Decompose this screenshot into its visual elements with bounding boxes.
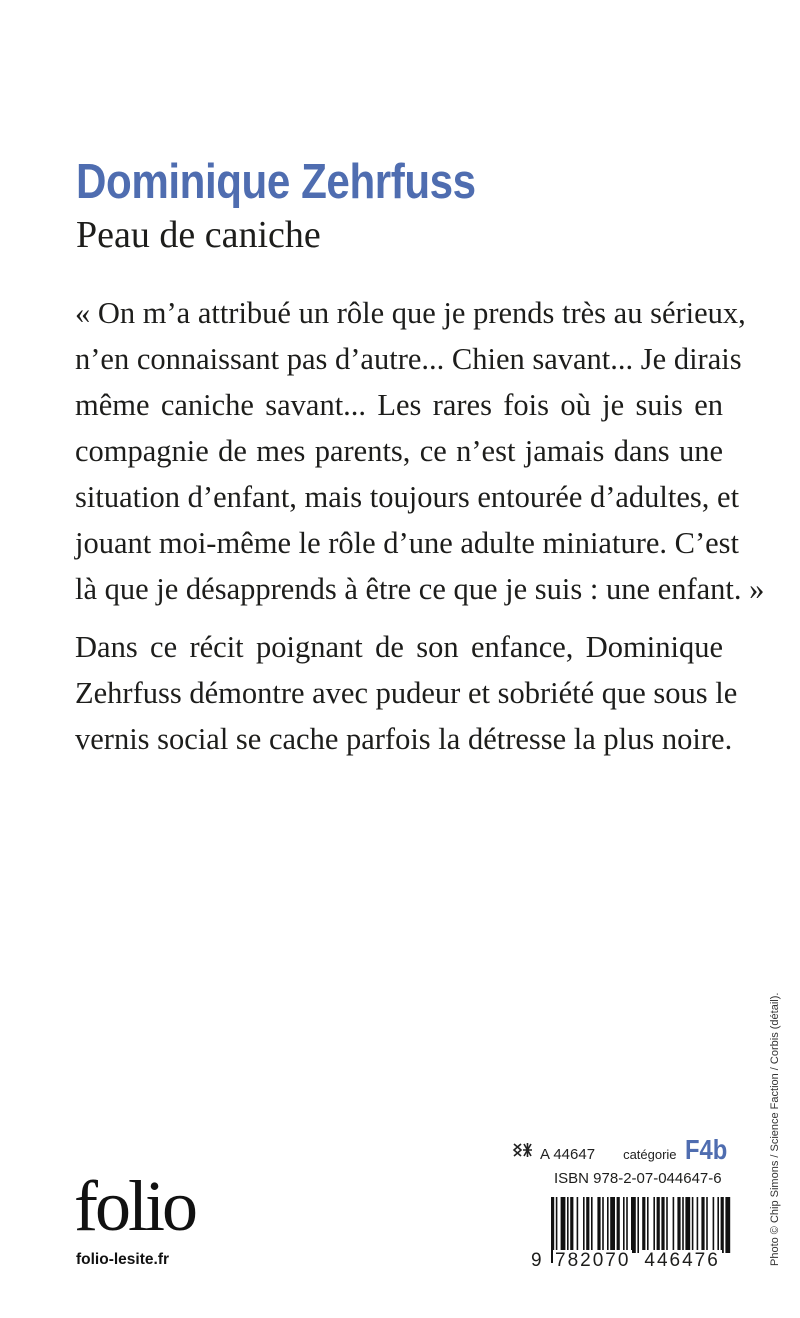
barcode-bar <box>661 1197 664 1253</box>
barcode-bar <box>602 1197 604 1253</box>
barcode-bar <box>617 1197 620 1253</box>
quote-line: « On m’a attribué un rôle que je prends très au sérieux, <box>75 296 746 330</box>
barcode-lead-digit: 9 <box>531 1250 542 1271</box>
barcode-bar <box>657 1197 660 1253</box>
barcode-bar <box>591 1197 593 1253</box>
barcode-bar <box>642 1197 645 1253</box>
publisher-logo: folio <box>74 1166 195 1246</box>
publisher-website: folio-lesite.fr <box>76 1251 170 1268</box>
blurb-line: Zehrfuss démontre avec pudeur et sobriété que sous le <box>75 676 738 710</box>
barcode <box>531 1197 731 1277</box>
publisher-seal-icon <box>512 1141 534 1159</box>
barcode-bar <box>685 1197 690 1253</box>
photo-credit: Photo © Chip Simons / Science Faction / Corbis (détail). <box>769 992 781 1266</box>
barcode-bar <box>583 1197 585 1253</box>
book-title: Peau de caniche <box>76 214 321 256</box>
quote-line: jouant moi-même le rôle d’une adulte miniature. C’est <box>75 526 740 560</box>
barcode-bar <box>586 1197 589 1253</box>
barcode-group-1: 782070 <box>555 1250 631 1271</box>
quote-line: compagnie de mes parents, ce n’est jamais dans une <box>75 434 723 468</box>
barcode-bar <box>626 1197 628 1253</box>
blurb-line: Dans ce récit poignant de son enfance, Dominique <box>75 630 723 664</box>
barcode-bar <box>567 1197 569 1253</box>
barcode-bar <box>725 1197 730 1253</box>
quote-line: même caniche savant... Les rares fois où je suis en <box>75 388 723 422</box>
barcode-bar <box>577 1197 579 1253</box>
barcode-bar <box>607 1197 609 1253</box>
barcode-bar <box>561 1197 566 1253</box>
barcode-bar <box>697 1197 699 1253</box>
barcode-bar <box>623 1197 625 1253</box>
serial-number: A 44647 <box>540 1146 596 1163</box>
barcode-bar <box>610 1197 615 1253</box>
barcode-bar <box>682 1197 684 1253</box>
quote-line: situation d’enfant, mais toujours entourée d’adultes, et <box>75 480 740 514</box>
barcode-bar <box>597 1197 600 1253</box>
category-code: F4b <box>684 1134 727 1165</box>
isbn: ISBN 978-2-07-044647-6 <box>554 1170 722 1187</box>
barcode-bar <box>717 1197 719 1253</box>
serial-row <box>512 1134 734 1166</box>
category-label: catégorie <box>623 1147 677 1162</box>
barcode-bar <box>570 1197 573 1253</box>
publication-info <box>512 1134 734 1166</box>
quote-line: n’en connaissant pas d’autre... Chien savant... Je dirais <box>75 342 742 376</box>
barcode-digits <box>531 1250 731 1272</box>
barcode-bar <box>673 1197 675 1253</box>
blurb-line: vernis social se cache parfois la détresse la plus noire. <box>75 722 733 756</box>
barcode-bar <box>637 1197 639 1253</box>
barcode-bar <box>631 1197 636 1253</box>
author-name: Dominique Zehrfuss <box>76 155 476 209</box>
barcode-group-2: 446476 <box>644 1250 720 1271</box>
barcode-bar <box>701 1197 704 1253</box>
blurb-paragraph <box>75 624 738 762</box>
barcode-bar <box>706 1197 708 1253</box>
quote-paragraph <box>75 290 765 612</box>
barcode-bar <box>666 1197 668 1253</box>
barcode-bar <box>692 1197 694 1253</box>
barcode-bar <box>721 1197 724 1253</box>
barcode-bar <box>677 1197 680 1253</box>
quote-line: là que je désapprends à être ce que je suis : une enfant. » <box>75 572 765 606</box>
barcode-bar <box>713 1197 715 1253</box>
